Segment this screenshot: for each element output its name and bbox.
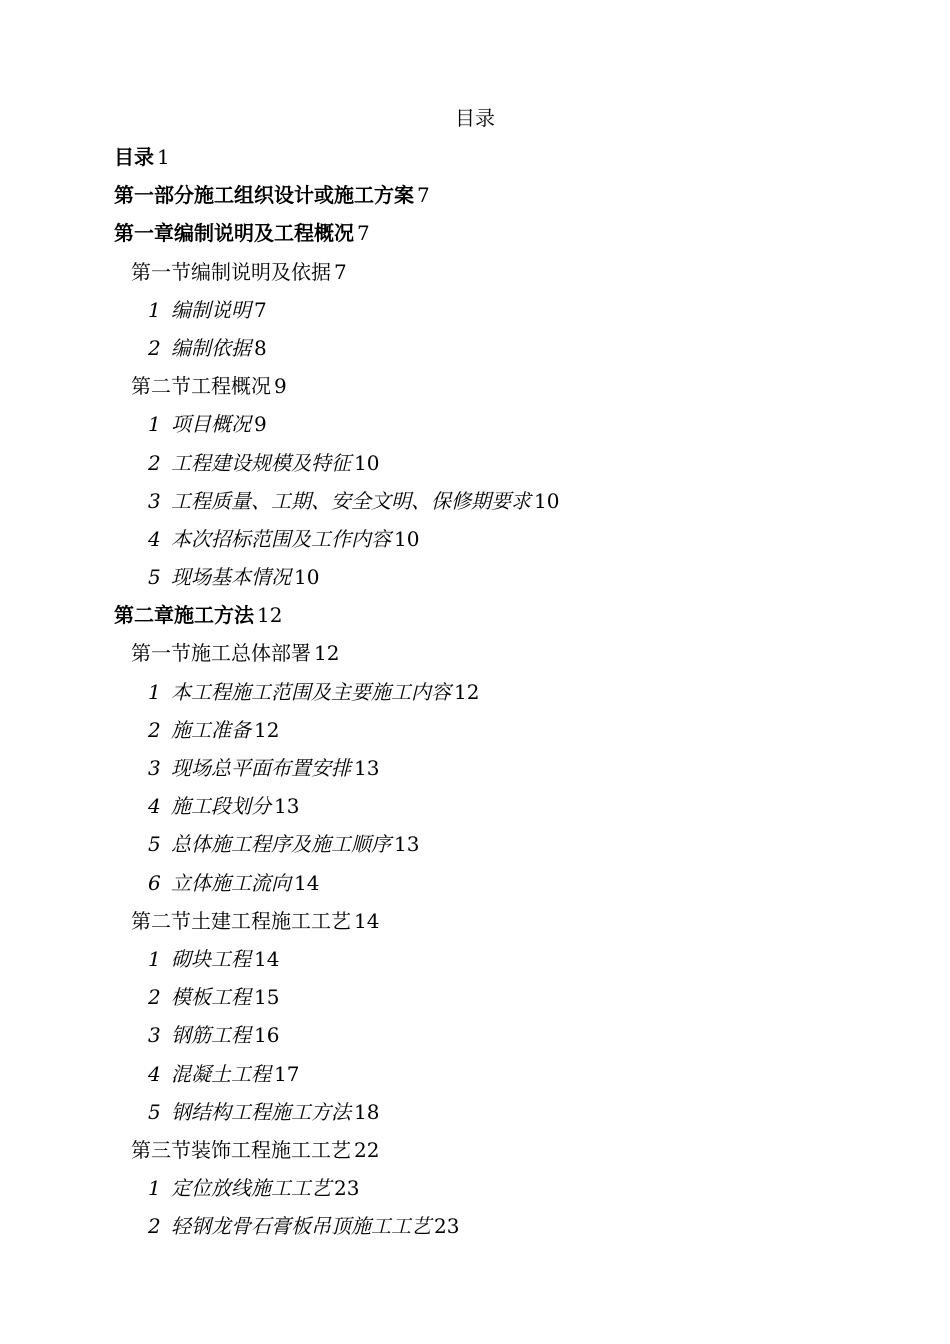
toc-entry-title: 模板工程 xyxy=(171,985,251,1010)
toc-page-number: 14 xyxy=(254,946,280,971)
toc-entry-title: 工程质量、工期、安全文明、保修期要求 xyxy=(171,488,531,513)
toc-page-number: 12 xyxy=(254,717,280,742)
toc-entry-title: 工程建设规模及特征 xyxy=(171,450,351,475)
toc-subsection-entry[interactable] xyxy=(0,524,950,562)
toc-entry-number: 4 xyxy=(148,1061,161,1086)
toc-subsection-entry[interactable] xyxy=(0,791,950,829)
toc-entry-title: 钢筋工程 xyxy=(171,1023,251,1048)
toc-entry-title: 钢结构工程施工方法 xyxy=(171,1099,351,1124)
toc-entry-title: 目录 xyxy=(114,145,154,169)
toc-page-number: 22 xyxy=(354,1137,380,1162)
toc-subsection-entry[interactable] xyxy=(0,944,950,982)
toc-entry-title: 混凝土工程 xyxy=(171,1061,271,1086)
toc-page-number: 13 xyxy=(354,756,380,780)
toc-page-number: 23 xyxy=(434,1214,460,1239)
toc-page-number: 7 xyxy=(254,297,267,322)
table-of-contents xyxy=(0,142,950,1249)
toc-entry-number: 4 xyxy=(148,794,161,819)
toc-section-entry[interactable] xyxy=(0,638,950,676)
toc-page-number: 23 xyxy=(334,1176,360,1201)
toc-subsection-entry[interactable] xyxy=(0,562,950,600)
toc-page-number: 10 xyxy=(294,565,320,590)
toc-entry-number: 4 xyxy=(148,526,161,551)
toc-chapter-entry[interactable] xyxy=(0,142,950,180)
toc-entry-title: 项目概况 xyxy=(171,412,251,437)
toc-entry-title: 本工程施工范围及主要施工内容 xyxy=(171,679,451,704)
toc-entry-number: 5 xyxy=(148,832,161,857)
toc-page-number: 14 xyxy=(354,908,380,933)
toc-entry-number: 1 xyxy=(148,1176,161,1201)
toc-entry-title: 第三节装饰工程施工工艺 xyxy=(131,1137,351,1162)
toc-subsection-entry[interactable] xyxy=(0,677,950,715)
toc-section-entry[interactable] xyxy=(0,371,950,409)
toc-page-number: 9 xyxy=(254,412,267,437)
toc-entry-number: 3 xyxy=(148,756,161,780)
toc-subsection-entry[interactable] xyxy=(0,982,950,1020)
toc-subsection-entry[interactable] xyxy=(0,409,950,447)
toc-entry-title: 编制依据 xyxy=(171,335,251,360)
toc-subsection-entry[interactable] xyxy=(0,333,950,371)
toc-subsection-entry[interactable] xyxy=(0,295,950,333)
toc-subsection-entry[interactable] xyxy=(0,753,950,791)
toc-entry-title: 施工段划分 xyxy=(171,794,271,819)
toc-subsection-entry[interactable] xyxy=(0,1173,950,1211)
toc-entry-title: 轻钢龙骨石膏板吊顶施工工艺 xyxy=(171,1214,431,1239)
toc-section-entry[interactable] xyxy=(0,1135,950,1173)
toc-entry-number: 1 xyxy=(148,679,161,704)
toc-section-entry[interactable] xyxy=(0,257,950,295)
toc-entry-title: 第一节编制说明及依据 xyxy=(131,259,331,284)
toc-page-number: 16 xyxy=(254,1023,280,1048)
toc-entry-number: 2 xyxy=(148,335,161,360)
toc-subsection-entry[interactable] xyxy=(0,1097,950,1135)
page-title: 目录 xyxy=(455,106,495,130)
toc-entry-title: 施工准备 xyxy=(171,717,251,742)
toc-entry-title: 第一节施工总体部署 xyxy=(131,641,311,666)
toc-subsection-entry[interactable] xyxy=(0,448,950,486)
toc-entry-title: 立体施工流向 xyxy=(171,870,291,895)
toc-page-number: 7 xyxy=(417,183,430,208)
toc-page-number: 10 xyxy=(394,526,420,551)
toc-entry-number: 2 xyxy=(148,450,161,475)
toc-page-number: 18 xyxy=(354,1099,380,1124)
toc-page-number: 7 xyxy=(334,259,347,284)
toc-chapter-entry[interactable] xyxy=(0,600,950,638)
toc-page-number: 9 xyxy=(274,374,287,399)
toc-entry-title: 总体施工程序及施工顺序 xyxy=(171,832,391,857)
toc-section-entry[interactable] xyxy=(0,906,950,944)
toc-subsection-entry[interactable] xyxy=(0,1211,950,1249)
toc-entry-number: 3 xyxy=(148,1023,161,1048)
toc-page-number: 10 xyxy=(534,488,560,513)
toc-entry-title: 第一章编制说明及工程概况 xyxy=(114,221,354,246)
toc-entry-title: 第二节工程概况 xyxy=(131,374,271,399)
toc-entry-number: 2 xyxy=(148,985,161,1010)
toc-chapter-entry[interactable] xyxy=(0,180,950,218)
toc-subsection-entry[interactable] xyxy=(0,868,950,906)
toc-entry-title: 现场总平面布置安排 xyxy=(171,756,351,780)
toc-entry-number: 6 xyxy=(148,870,161,895)
toc-subsection-entry[interactable] xyxy=(0,1020,950,1058)
toc-entry-title: 定位放线施工工艺 xyxy=(171,1176,331,1201)
toc-entry-title: 第二章施工方法 xyxy=(114,603,254,628)
toc-page-number: 13 xyxy=(274,794,300,819)
toc-entry-title: 本次招标范围及工作内容 xyxy=(171,526,391,551)
toc-page-number: 12 xyxy=(314,641,340,666)
toc-page-number: 15 xyxy=(254,985,280,1010)
toc-chapter-entry[interactable] xyxy=(0,218,950,256)
toc-entry-number: 1 xyxy=(148,297,161,322)
toc-entry-title: 现场基本情况 xyxy=(171,565,291,590)
toc-entry-number: 2 xyxy=(148,1214,161,1239)
toc-entry-title: 第二节土建工程施工工艺 xyxy=(131,908,351,933)
toc-entry-number: 1 xyxy=(148,412,161,437)
toc-entry-number: 2 xyxy=(148,717,161,742)
toc-page-number: 8 xyxy=(254,335,267,360)
toc-page-number: 13 xyxy=(394,832,420,857)
toc-entry-title: 砌块工程 xyxy=(171,946,251,971)
toc-entry-number: 1 xyxy=(148,946,161,971)
toc-subsection-entry[interactable] xyxy=(0,486,950,524)
toc-page-number: 12 xyxy=(257,603,283,628)
toc-entry-number: 3 xyxy=(148,488,161,513)
toc-page-number: 17 xyxy=(274,1061,300,1086)
toc-page-number: 10 xyxy=(354,450,380,475)
toc-entry-title: 编制说明 xyxy=(171,297,251,322)
toc-page-number: 7 xyxy=(357,221,370,246)
toc-subsection-entry[interactable] xyxy=(0,1059,950,1097)
toc-entry-number: 5 xyxy=(148,565,161,590)
toc-page-number: 12 xyxy=(454,679,480,704)
toc-page-number: 1 xyxy=(157,145,170,169)
toc-subsection-entry[interactable] xyxy=(0,715,950,753)
toc-entry-title: 第一部分施工组织设计或施工方案 xyxy=(114,183,414,208)
toc-subsection-entry[interactable] xyxy=(0,829,950,867)
toc-page-number: 14 xyxy=(294,870,320,895)
toc-entry-number: 5 xyxy=(148,1099,161,1124)
